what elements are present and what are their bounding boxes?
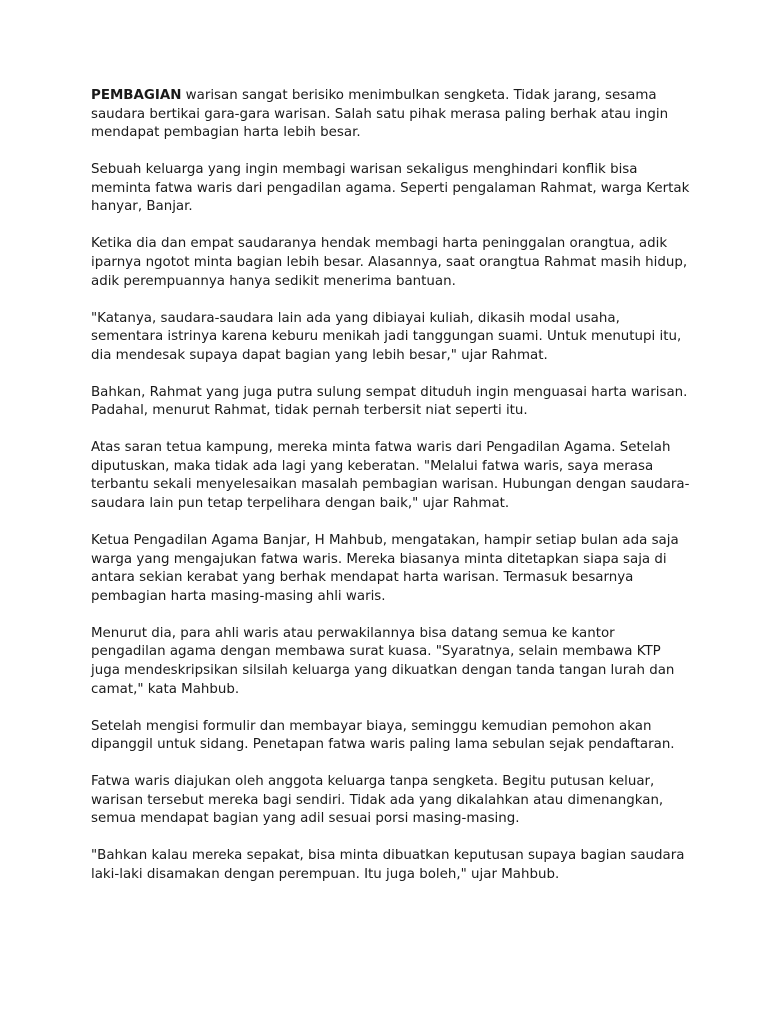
paragraph-2: Sebuah keluarga yang ingin membagi warisan sekaligus menghindari konflik bisa meminta fatwa waris dari pengadilan agama. Seperti pengalaman Rahmat, warga Kertak hanyar, Banjar. (91, 162, 690, 215)
paragraph-5: Bahkan, Rahmat yang juga putra sulung sempat dituduh ingin menguasai harta warisan. Padahal, menurut Rahmat, tidak pernah terbersit niat seperti itu. (91, 384, 688, 419)
paragraph-1-text: warisan sangat berisiko menimbulkan sengketa. Tidak jarang, sesama saudara bertikai gara-gara warisan. Salah satu pihak merasa paling berhak atau ingin mendapat pembagian harta lebih besar. (91, 88, 669, 141)
paragraph-3: Ketika dia dan empat saudaranya hendak membagi harta peninggalan orangtua, adik iparnya ngotot minta bagian lebih besar. Alasannya, saat orangtua Rahmat masih hidup, adik perempuannya hanya sedikit menerima bantuan. (91, 236, 688, 289)
paragraph-10: Fatwa waris diajukan oleh anggota keluarga tanpa sengketa. Begitu putusan keluar, warisan tersebut mereka bagi sendiri. Tidak ada yang dikalahkan atau dimenangkan, semua mendapat bagian yang adil sesuai porsi masing-masing. (91, 774, 664, 827)
paragraph-4: "Katanya, saudara-saudara lain ada yang dibiayai kuliah, dikasih modal usaha, sementara istrinya karena keburu menikah jadi tanggungan suami. Untuk menutupi itu, dia mendesak supaya dapat bagian yang lebih besar," ujar Rahmat. (91, 310, 682, 363)
paragraph-11: "Bahkan kalau mereka sepakat, bisa minta dibuatkan keputusan supaya bagian saudara laki-laki disamakan dengan perempuan. Itu juga boleh," ujar Mahbub. (91, 848, 685, 882)
lead-word: PEMBAGIAN (91, 88, 182, 103)
paragraph-7: Ketua Pengadilan Agama Banjar, H Mahbub, mengatakan, hampir setiap bulan ada saja warga yang mengajukan fatwa waris. Mereka biasanya minta ditetapkan siapa saja di antara sekian kerabat yang berhak mendapat harta warisan. Termasuk besarnya pembagian harta masing-masing ahli waris. (91, 533, 679, 604)
paragraph-9: Setelah mengisi formulir dan membayar biaya, seminggu kemudian pemohon akan dipanggil untuk sidang. Penetapan fatwa waris paling lama sebulan sejak pendaftaran. (91, 718, 675, 753)
paragraph-8: Menurut dia, para ahli waris atau perwakilannya bisa datang semua ke kantor pengadilan agama dengan membawa surat kuasa. "Syaratnya, selain membawa KTP juga mendeskripsikan silsilah keluarga yang dikuatkan dengan tanda tangan lurah dan camat," kata Mahbub. (91, 625, 675, 697)
paragraph-1 (91, 87, 691, 143)
document-body (91, 87, 691, 903)
paragraph-6: Atas saran tetua kampung, mereka minta fatwa waris dari Pengadilan Agama. Setelah diputuskan, maka tidak ada lagi yang keberatan. "Melalui fatwa waris, saya merasa terbantu sekali menyelesaikan masalah pembagian warisan. Hubungan dengan saudara- saudara lain pun tetap terpelihara dengan baik," ujar Rahmat. (91, 440, 690, 512)
